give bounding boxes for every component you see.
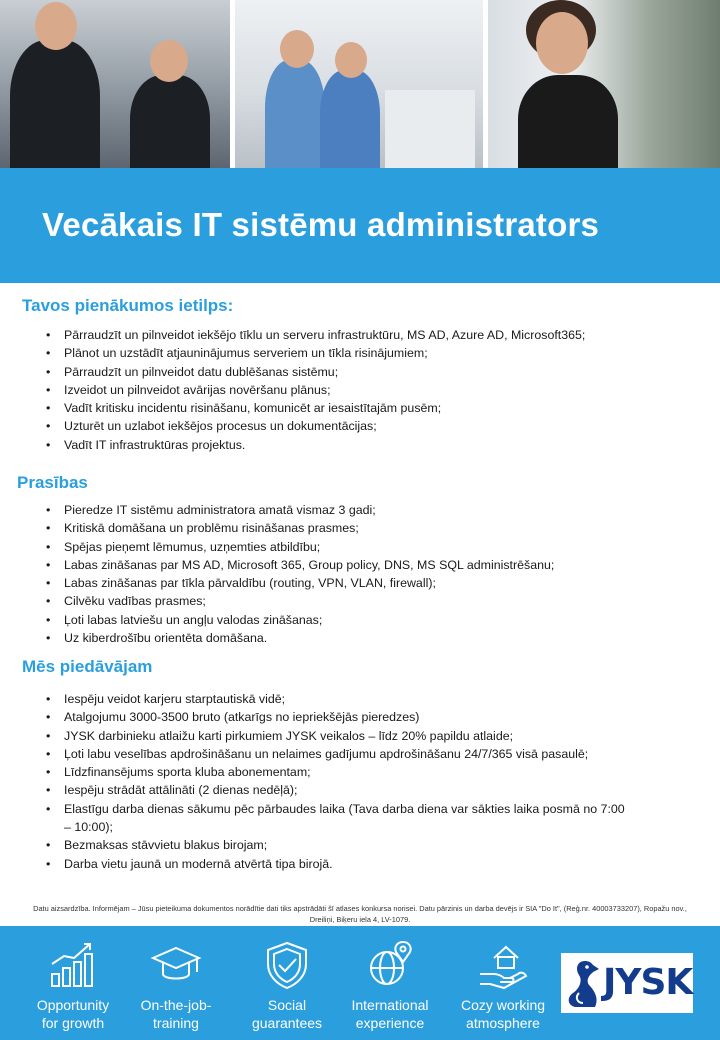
feature-label: Opportunity	[36, 997, 110, 1013]
list-item: • Darba vietu jaunā un modernā atvērtā tipa birojā.	[46, 856, 333, 871]
list-item: • Ļoti labu veselības apdrošināšanu un nelaimes gadījumu apdrošināšanu 24/7/365 visā pasaulē;	[46, 746, 589, 761]
feature-label: Cozy working	[460, 997, 546, 1013]
list-item: • Pieredze IT sistēmu administratora amatā vismaz 3 gadi;	[46, 503, 376, 517]
goose-logo-icon	[565, 959, 603, 1009]
section-heading-requirements: Prasības	[17, 473, 88, 492]
list-item: • Iespēju veidot karjeru starptautiskā vidē;	[46, 692, 286, 706]
feature-international	[335, 926, 445, 1032]
duties-list	[44, 326, 585, 454]
list-item: • Kritiskā domāšana un problēmu risināšanas prasmes;	[46, 521, 359, 536]
feature-label: International	[351, 997, 429, 1013]
requirements-list	[44, 501, 554, 647]
photo-store-staff	[235, 0, 483, 168]
shield-check-icon	[260, 938, 314, 992]
feature-atmosphere	[448, 926, 558, 1032]
list-item: • Iespēju strādāt attālināti (2 dienas nedēļā);	[46, 783, 298, 798]
offer-list	[44, 690, 634, 873]
list-item: • Elastīgu darba dienas sākumu pēc pārbaudes laika (Tava darba diena var sākties laika posmā no 7:00 – 10:00);	[46, 801, 625, 835]
feature-label: training	[153, 1015, 199, 1031]
list-item: • Uz kiberdrošību orientēta domāšana.	[46, 631, 268, 646]
list-item: • Pārraudzīt un pilnveidot iekšējo tīklu un serveru infrastruktūru, MS AD, Azure AD, Microsoft365;	[46, 328, 586, 342]
feature-label: atmosphere	[466, 1015, 540, 1031]
feature-social	[232, 926, 342, 1032]
benefits-footer	[0, 926, 720, 1040]
list-item: • Vadīt kritisku incidentu risināšanu, komunicēt ar iesaistītajām pusēm;	[46, 401, 442, 416]
list-item: • JYSK darbinieku atlaižu karti pirkumiem JYSK veikalos – līdz 20% papildu atlaide;	[46, 728, 514, 743]
list-item: • Vadīt IT infrastruktūras projektus.	[46, 437, 246, 452]
list-item: • Atalgojumu 3000-3500 bruto (atkarīgs no iepriekšējās pieredzes)	[46, 710, 420, 725]
jysk-logo	[561, 953, 693, 1013]
privacy-note: Datu aizsardzība. Informējam – Jūsu pieteikuma dokumentos norādītie dati tiks apstrādāti šī atlases konkursa norisei. Datu pārzinis un darba devējs ir SIA "Do It", (Reģ.nr. 40003733207), Ropažu nov., Dreiliņi, Biķeru iela 4, LV-1079.	[33, 904, 687, 924]
section-heading-duties: Tavos pienākumos ietilps:	[22, 296, 234, 315]
globe-pin-icon	[363, 938, 417, 992]
logo-text: JYSK	[603, 962, 693, 1003]
photo-warehouse-staff	[0, 0, 230, 168]
list-item: • Labas zināšanas par MS AD, Microsoft 365, Group policy, DNS, MS SQL administrēšanu;	[46, 557, 555, 572]
list-item: • Cilvēku vadības prasmes;	[46, 594, 206, 609]
growth-chart-icon	[46, 938, 100, 992]
feature-label: Social	[267, 997, 307, 1013]
feature-label: experience	[355, 1015, 425, 1031]
feature-training	[121, 926, 231, 1032]
list-item: • Ļoti labas latviešu un angļu valodas zināšanas;	[46, 612, 323, 627]
feature-growth	[18, 926, 128, 1032]
list-item: • Spējas pieņemt lēmumus, uzņemties atbildību;	[46, 539, 321, 554]
job-title: Vecākais IT sistēmu administrators	[42, 206, 600, 243]
photo-office-employee	[488, 0, 720, 168]
list-item: • Plānot un uzstādīt atjauninājumus serveriem un tīkla risinājumiem;	[46, 346, 428, 361]
graduation-cap-icon	[149, 938, 203, 992]
section-heading-offer: Mēs piedāvājam	[22, 657, 153, 676]
list-item: • Bezmaksas stāvvietu blakus birojam;	[46, 838, 268, 853]
title-banner	[0, 168, 720, 283]
list-item: • Pārraudzīt un pilnveidot datu dublēšanas sistēmu;	[46, 364, 339, 379]
feature-label: guarantees	[251, 1015, 323, 1031]
feature-label: for growth	[41, 1015, 105, 1031]
list-item: • Izveidot un pilnveidot avārijas novēršanu plānus;	[46, 382, 331, 397]
header-photos	[0, 0, 720, 168]
list-item: • Labas zināšanas par tīkla pārvaldību (routing, VPN, VLAN, firewall);	[46, 576, 436, 591]
list-item: • Uzturēt un uzlabot iekšējos procesus un dokumentācijas;	[46, 419, 377, 434]
hand-house-icon	[476, 938, 530, 992]
list-item: • Līdzfinansējums sporta kluba abonementam;	[46, 765, 311, 780]
feature-label: On-the-job-	[140, 997, 212, 1013]
